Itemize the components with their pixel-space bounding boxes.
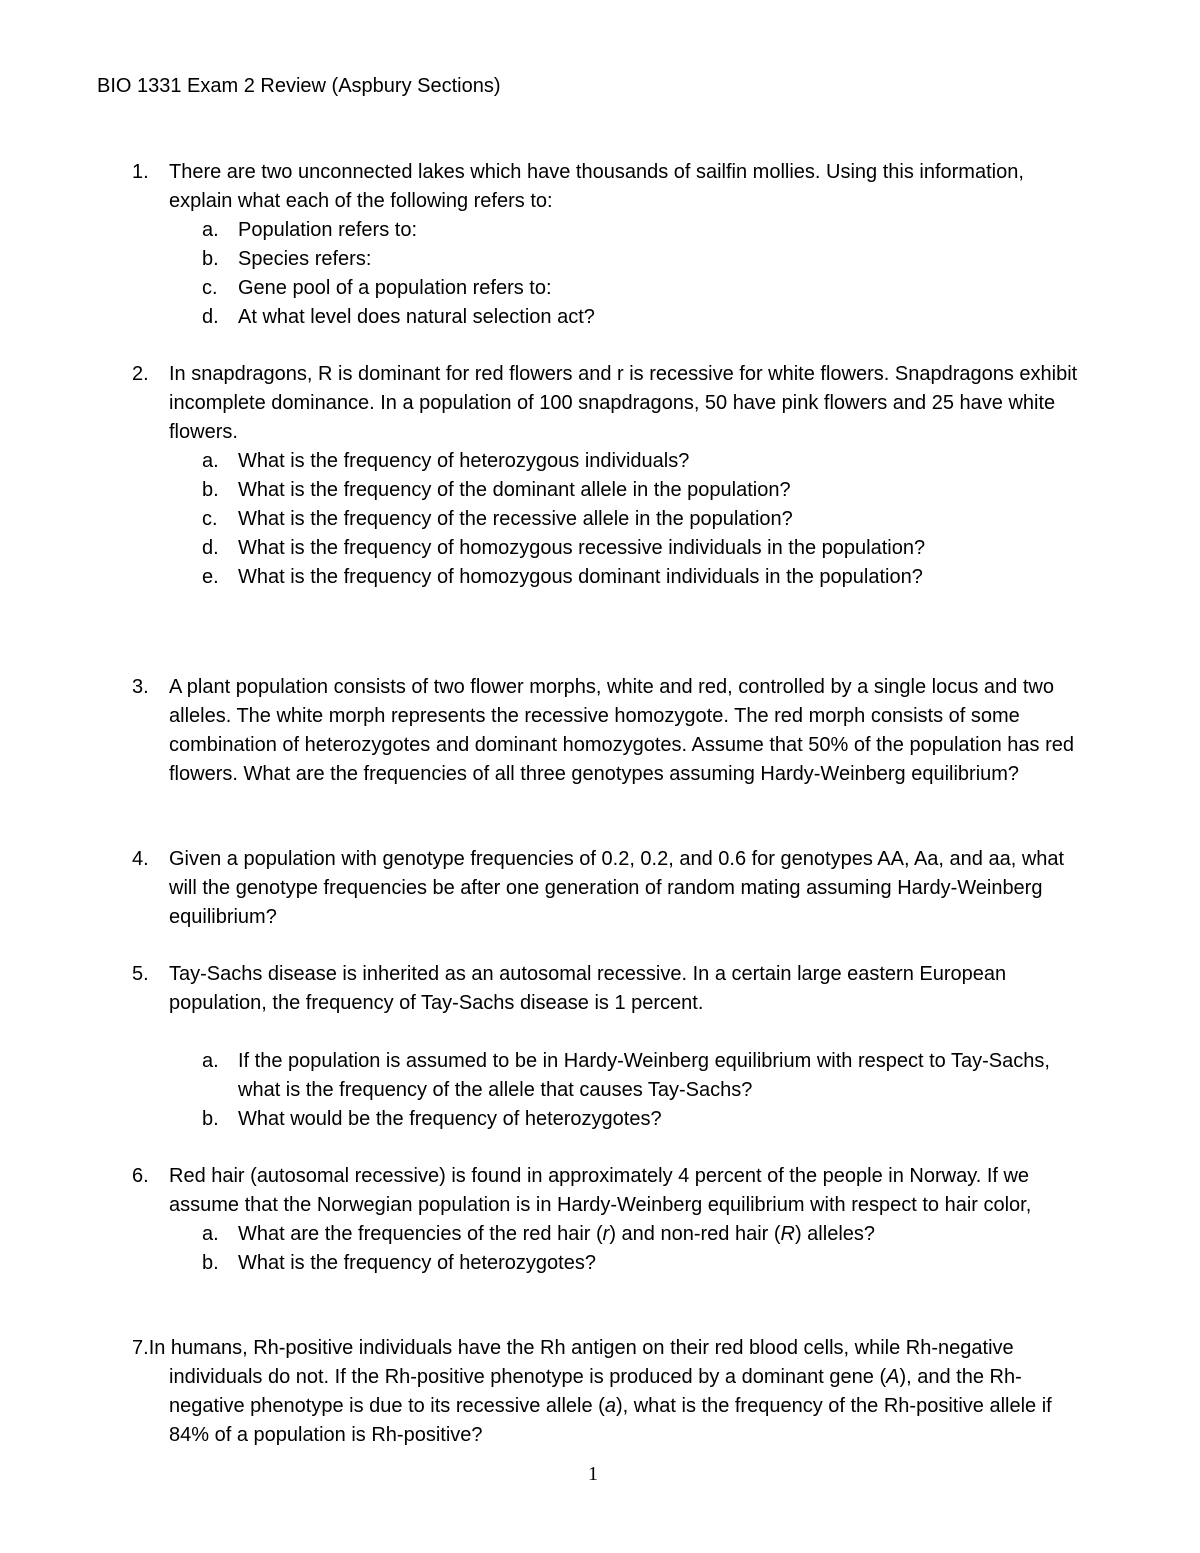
sub-question: [132, 505, 1092, 534]
allele-symbol-r: r: [602, 1223, 610, 1245]
sub-question-text-mid: ) and non-red hair (: [609, 1223, 781, 1245]
question-text: A plant population consists of two flower morphs, white and red, controlled by a single locus and two alleles. The white morph represents the recessive homozygote. The red morph consists of some combination of heterozygotes and dominant homozygotes. Assume that 50% of the population has red flowers. What are the frequencies of all three genotypes assuming Hardy-Weinberg equilibrium?: [169, 676, 1075, 785]
question-text-pre: In humans, Rh-positive individuals have the Rh antigen on their red blood cells, while Rh-negative individuals do not. If the Rh-positive phenotype is produced by a dominant gene (: [148, 1337, 1014, 1388]
sub-question-letter: b.: [202, 479, 219, 501]
sub-question-text: Species refers:: [238, 248, 372, 270]
sub-question: [132, 303, 1092, 332]
question-number: 1.: [132, 161, 149, 183]
question-1: [132, 158, 1092, 332]
sub-question-letter: b.: [202, 248, 219, 270]
sub-question-letter: e.: [202, 566, 219, 588]
allele-symbol-R: R: [780, 1223, 795, 1245]
sub-question-letter: a.: [202, 1223, 219, 1245]
allele-symbol-A: A: [886, 1366, 900, 1388]
sub-question-list: [132, 1220, 1092, 1278]
question-3: [132, 673, 1092, 789]
sub-question-letter: a.: [202, 219, 219, 241]
question-number: 4.: [132, 848, 149, 870]
sub-question-text-pre: What are the frequencies of the red hair (: [238, 1223, 603, 1245]
sub-question-list: [132, 1047, 1092, 1134]
question-number: 3.: [132, 676, 149, 698]
sub-question-text: What is the frequency of homozygous dominant individuals in the population?: [238, 566, 923, 588]
sub-question: [132, 447, 1092, 476]
spacer: [132, 1018, 1092, 1047]
sub-question-text: At what level does natural selection act?: [238, 306, 595, 328]
sub-question: [132, 563, 1092, 592]
question-text-mid: ), and the Rh-negative phenotype is due to its recessive allele (: [169, 1366, 1022, 1417]
sub-question-letter: b.: [202, 1108, 219, 1130]
sub-question: [132, 534, 1092, 563]
sub-question-letter: c.: [202, 277, 218, 299]
sub-question-letter: d.: [202, 537, 219, 559]
question-number: 2.: [132, 363, 149, 385]
sub-question-text: What is the frequency of heterozygotes?: [238, 1252, 596, 1274]
sub-question: [132, 1105, 1092, 1134]
page-title: BIO 1331 Exam 2 Review (Aspbury Sections): [97, 75, 501, 97]
question-number: 7.: [132, 1337, 149, 1359]
question-2: [132, 360, 1092, 592]
sub-question-letter: c.: [202, 508, 218, 530]
sub-question-text: Population refers to:: [238, 219, 417, 241]
sub-question-letter: a.: [202, 1050, 219, 1072]
sub-question-text: Gene pool of a population refers to:: [238, 277, 552, 299]
question-number: 6.: [132, 1165, 149, 1187]
sub-question: [132, 216, 1092, 245]
allele-symbol-a: a: [604, 1395, 616, 1417]
question-6: [132, 1162, 1092, 1278]
sub-question-text: What is the frequency of heterozygous individuals?: [238, 450, 690, 472]
question-5: [132, 960, 1092, 1134]
question-text-post: ), what is the frequency of the Rh-positive allele if 84% of a population is Rh-positive?: [169, 1395, 1052, 1446]
sub-question: [132, 1220, 1092, 1249]
sub-question-text: What is the frequency of the recessive allele in the population?: [238, 508, 793, 530]
question-text: Tay-Sachs disease is inherited as an autosomal recessive. In a certain large eastern European population, the frequency of Tay-Sachs disease is 1 percent.: [169, 963, 1007, 1014]
page-number: 1: [588, 1463, 598, 1485]
question-text: In snapdragons, R is dominant for red flowers and r is recessive for white flowers. Snapdragons exhibit incomplete dominance. In a population of 100 snapdragons, 50 have pink flowers and 25 have white flowers.: [169, 363, 1078, 443]
sub-question-text: What would be the frequency of heterozygotes?: [238, 1108, 662, 1130]
sub-question-text-post: ) alleles?: [794, 1223, 876, 1245]
sub-question-text: If the population is assumed to be in Hardy-Weinberg equilibrium with respect to Tay-Sachs, what is the frequency of the allele that causes Tay-Sachs?: [238, 1050, 1050, 1101]
question-text: Red hair (autosomal recessive) is found in approximately 4 percent of the people in Norway. If we assume that the Norwegian population is in Hardy-Weinberg equilibrium with respect to hair color,: [169, 1165, 1032, 1216]
question-number: 5.: [132, 963, 149, 985]
question-text: There are two unconnected lakes which have thousands of sailfin mollies. Using this information, explain what each of the following refers to:: [169, 161, 1024, 212]
sub-question: [132, 1249, 1092, 1278]
sub-question-list: [132, 216, 1092, 332]
sub-question: [132, 274, 1092, 303]
sub-question: [132, 1047, 1092, 1105]
sub-question-list: [132, 447, 1092, 592]
sub-question-letter: d.: [202, 306, 219, 328]
question-text: Given a population with genotype frequencies of 0.2, 0.2, and 0.6 for genotypes AA, Aa, and aa, what will the genotype frequencies be after one generation of random mating assuming Hardy-Weinberg equilibrium?: [169, 848, 1065, 928]
sub-question: [132, 245, 1092, 274]
question-text: [132, 1334, 1092, 1450]
question-4: [132, 845, 1092, 932]
sub-question-letter: a.: [202, 450, 219, 472]
question-7: [132, 1334, 1092, 1450]
sub-question-text: What is the frequency of homozygous recessive individuals in the population?: [238, 537, 926, 559]
sub-question-text: What is the frequency of the dominant allele in the population?: [238, 479, 791, 501]
sub-question-letter: b.: [202, 1252, 219, 1274]
sub-question: [132, 476, 1092, 505]
